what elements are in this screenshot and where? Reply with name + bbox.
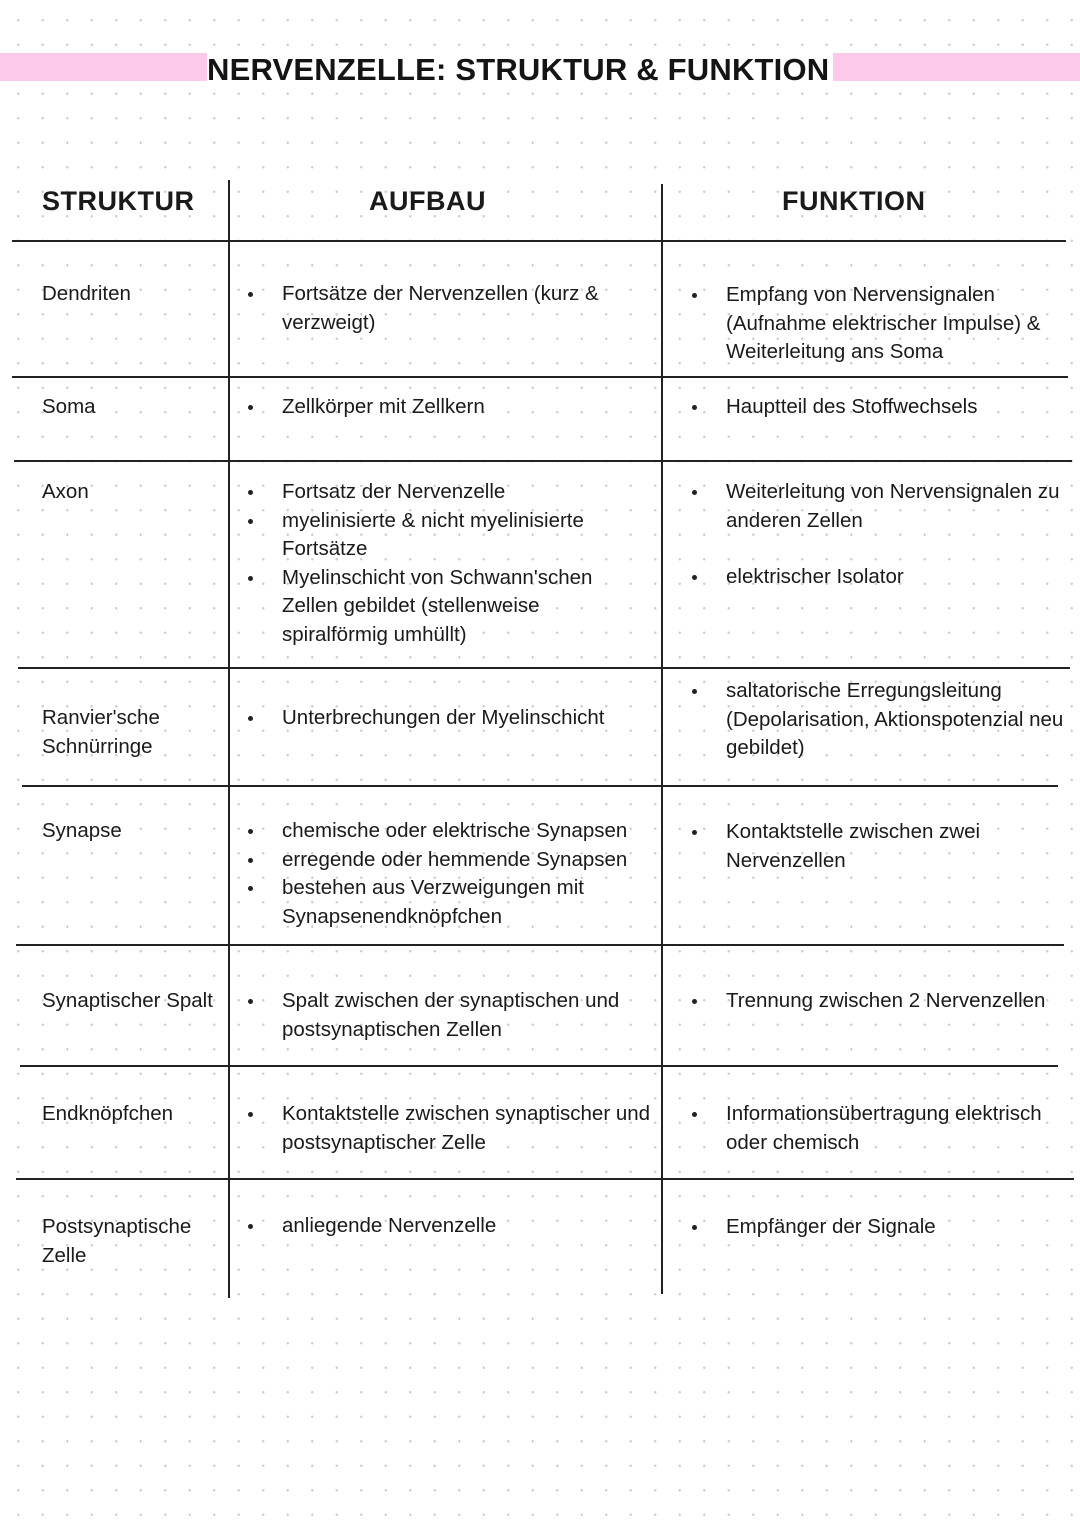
- column-divider: [228, 180, 230, 1298]
- struktur-cell: Ranvier'sche Schnürringe: [42, 706, 160, 758]
- list-item: Informationsübertragung elektrisch oder chemisch: [690, 1100, 1075, 1157]
- column-divider: [661, 184, 663, 1294]
- list-item: Zellkörper mit Zellkern: [246, 393, 651, 422]
- header-divider: [12, 240, 1066, 242]
- list-item: erregende oder hemmende Synapsen: [246, 846, 651, 875]
- aufbau-cell: [246, 704, 651, 733]
- struktur-cell: Postsynaptische Zelle: [42, 1215, 192, 1267]
- row-divider: [16, 944, 1064, 946]
- aufbau-cell: [246, 280, 651, 337]
- funktion-cell: [690, 987, 1075, 1016]
- funktion-cell: [690, 1213, 1075, 1242]
- row-divider: [12, 376, 1068, 378]
- row-divider: [14, 460, 1072, 462]
- list-item: Myelinschicht von Schwann'schen Zellen gebildet (stellenweise spiralförmig umhüllt): [246, 564, 651, 650]
- row-divider: [18, 667, 1070, 669]
- list-item: Unterbrechungen der Myelinschicht: [246, 704, 651, 733]
- list-item: Weiterleitung von Nervensignalen zu anderen Zellen: [690, 478, 1075, 535]
- list-item: myelinisierte & nicht myelinisierte Fortsätze: [246, 507, 651, 564]
- list-item: Fortsatz der Nervenzelle: [246, 478, 651, 507]
- list-item: bestehen aus Verzweigungen mit Synapsenendknöpfchen: [246, 874, 651, 931]
- aufbau-cell: [246, 1100, 651, 1157]
- funktion-cell: [690, 1100, 1075, 1157]
- struktur-cell: Synaptischer Spalt: [42, 989, 213, 1012]
- list-item: Kontaktstelle zwischen synaptischer und postsynaptischer Zelle: [246, 1100, 651, 1157]
- aufbau-cell: [246, 478, 651, 649]
- row-divider: [22, 785, 1058, 787]
- struktur-cell: Dendriten: [42, 282, 131, 305]
- aufbau-cell: [246, 393, 651, 422]
- list-item: anliegende Nervenzelle: [246, 1212, 651, 1241]
- list-item: Hauptteil des Stoffwechsels: [690, 393, 1075, 422]
- struktur-cell: Synapse: [42, 819, 122, 842]
- funktion-cell: [690, 478, 1075, 592]
- struktur-cell: Axon: [42, 480, 89, 503]
- list-item: Trennung zwischen 2 Nervenzellen: [690, 987, 1075, 1016]
- struktur-cell: Soma: [42, 395, 96, 418]
- aufbau-cell: [246, 817, 651, 931]
- list-item: Spalt zwischen der synaptischen und postsynaptischen Zellen: [246, 987, 651, 1044]
- row-divider: [20, 1065, 1058, 1067]
- funktion-cell: [690, 818, 1075, 875]
- funktion-cell: [690, 393, 1075, 422]
- row-divider: [16, 1178, 1074, 1180]
- struktur-cell: Endknöpfchen: [42, 1102, 174, 1125]
- aufbau-cell: [246, 987, 651, 1044]
- list-item: Fortsätze der Nervenzellen (kurz & verzweigt): [246, 280, 651, 337]
- list-item: Empfang von Nervensignalen (Aufnahme elektrischer Impulse) & Weiterleitung ans Soma: [690, 281, 1075, 367]
- list-item: Empfänger der Signale: [690, 1213, 1075, 1242]
- aufbau-cell: [246, 1212, 651, 1241]
- list-item: elektrischer Isolator: [690, 563, 1075, 592]
- funktion-cell: [690, 677, 1075, 763]
- header-struktur: STRUKTUR: [42, 186, 195, 216]
- header-aufbau: AUFBAU: [369, 186, 486, 216]
- funktion-cell: [690, 281, 1075, 367]
- list-item: chemische oder elektrische Synapsen: [246, 817, 651, 846]
- list-item: saltatorische Erregungsleitung (Depolarisation, Aktionspotenzial neu gebildet): [690, 677, 1075, 763]
- page-title: NERVENZELLE: STRUKTUR & FUNKTION: [207, 50, 833, 90]
- list-item: Kontaktstelle zwischen zwei Nervenzellen: [690, 818, 1075, 875]
- header-funktion: FUNKTION: [782, 186, 926, 216]
